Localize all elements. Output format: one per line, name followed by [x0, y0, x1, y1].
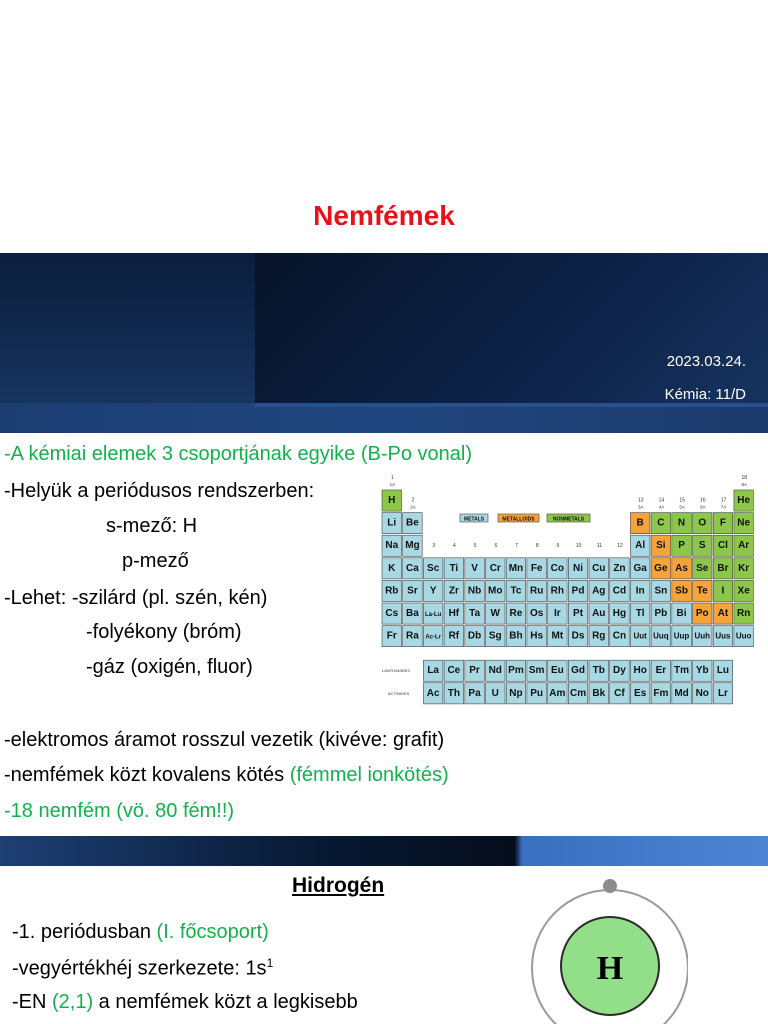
group-number: 14	[658, 497, 665, 504]
element-symbol: Sc	[427, 562, 440, 574]
banner-dark-block	[255, 253, 768, 403]
element-symbol: La-Lu	[424, 612, 442, 618]
element-symbol: Ar	[738, 540, 750, 552]
element-symbol: Bk	[592, 687, 606, 699]
group-number: 1	[390, 475, 394, 481]
element-symbol: No	[695, 687, 709, 699]
element-symbol: Pb	[654, 608, 668, 619]
element-symbol: Zr	[448, 585, 459, 597]
element-symbol: Fe	[530, 562, 543, 574]
legend-label: METALS	[463, 516, 485, 523]
group-number: 8	[535, 542, 539, 549]
group-label: 2A	[410, 504, 416, 510]
element-symbol: Np	[509, 687, 523, 699]
group-number: 17	[720, 497, 727, 504]
element-symbol: Be	[406, 517, 419, 529]
element-symbol: Se	[696, 562, 709, 574]
element-symbol: Rg	[592, 630, 606, 642]
en-value: (2,1)	[52, 991, 94, 1013]
class-label: Kémia: 11/D	[664, 386, 746, 403]
hydrogen-atom-diagram	[528, 876, 688, 1024]
group-number: 15	[679, 497, 685, 504]
element-symbol: As	[675, 562, 688, 574]
element-symbol: Dy	[613, 665, 626, 677]
group-number: 12	[617, 542, 623, 549]
element-symbol: K	[388, 562, 396, 574]
bonding-line	[4, 764, 449, 787]
date-label: 2023.03.24.	[666, 353, 746, 370]
element-symbol: Ce	[447, 665, 461, 677]
element-symbol: Tl	[635, 608, 645, 619]
group-number: 7	[515, 542, 518, 549]
state-solid-line: -Lehet: -szilárd (pl. szén, kén)	[4, 587, 268, 609]
element-symbol: Sb	[675, 585, 688, 597]
element-symbol: F	[719, 517, 727, 529]
element-symbol: Ba	[406, 608, 419, 619]
group-number: 11	[596, 542, 602, 549]
element-symbol: Co	[550, 562, 565, 574]
element-symbol: Uuq	[653, 631, 669, 641]
element-symbol: Al	[635, 540, 646, 552]
element-symbol: Ni	[573, 562, 584, 574]
element-symbol: Ac-Lr	[425, 634, 441, 641]
element-symbol: Po	[695, 608, 709, 619]
group-label: 4A	[658, 504, 665, 510]
element-symbol: Eu	[550, 665, 564, 677]
element-symbol: Tm	[674, 665, 690, 677]
bonding-text: -nemfémek közt kovalens kötés	[4, 764, 290, 786]
element-symbol: Ho	[633, 665, 647, 677]
legend-label: NONMETALS	[552, 516, 585, 523]
header-banner	[0, 253, 768, 433]
element-symbol: H	[388, 495, 396, 506]
group-label: 1A	[389, 482, 396, 487]
element-symbol: Hg	[612, 608, 627, 619]
element-symbol: Cu	[592, 562, 606, 574]
element-symbol: Ca	[406, 562, 419, 574]
group-label: 3A	[637, 504, 644, 510]
element-symbol: Yb	[695, 665, 709, 677]
element-symbol: V	[471, 562, 478, 574]
element-symbol: Ds	[571, 630, 585, 642]
element-symbol: Er	[655, 665, 667, 677]
element-symbol: Lu	[716, 665, 730, 677]
element-symbol: Th	[447, 687, 460, 699]
element-symbol: Pa	[468, 687, 481, 699]
element-symbol: Te	[696, 585, 708, 597]
element-symbol: Mn	[508, 562, 524, 574]
element-symbol: Br	[717, 562, 729, 574]
element-symbol: Cl	[717, 540, 728, 552]
element-symbol: Y	[429, 585, 437, 597]
element-symbol: Kr	[738, 562, 750, 574]
element-symbol: Mt	[551, 630, 564, 642]
element-symbol: Bi	[676, 608, 687, 619]
element-symbol: Os	[529, 608, 544, 619]
element-symbol: I	[721, 585, 725, 597]
element-symbol: O	[698, 517, 707, 529]
element-symbol: Mg	[405, 540, 420, 552]
lanthanides-label: LANTHANIDES	[382, 668, 411, 674]
state-liquid-line: -folyékony (bróm)	[86, 621, 242, 643]
element-symbol: Sr	[407, 585, 418, 597]
atom-symbol: H	[596, 950, 624, 987]
element-symbol: Xe	[737, 585, 750, 597]
element-symbol: Nd	[488, 665, 502, 677]
element-symbol: C	[657, 517, 665, 529]
element-symbol: Bh	[509, 630, 523, 642]
legend-label: METALLOIDS	[502, 516, 535, 523]
hydrogen-title: Hidrogén	[292, 874, 385, 897]
element-symbol: Ra	[406, 630, 419, 642]
group-number: 18	[741, 475, 748, 481]
element-symbol: Na	[385, 540, 399, 552]
element-symbol: Ag	[592, 585, 606, 597]
element-symbol: Am	[549, 687, 566, 699]
electron-dot	[603, 879, 617, 893]
element-symbol: Cm	[569, 687, 587, 699]
element-symbol: Sn	[654, 585, 668, 597]
element-symbol: Gd	[571, 665, 585, 677]
element-symbol: Ne	[737, 517, 751, 529]
element-symbol: Ac	[426, 687, 440, 699]
element-symbol: Ru	[529, 585, 544, 597]
location-line: -Helyük a periódusos rendszerben:	[4, 480, 315, 502]
group-number: 3	[432, 542, 436, 549]
intro-line: -A kémiai elemek 3 csoportjának egyike (B-Po vonal)	[4, 443, 472, 465]
en-after: a nemfémek közt a legkisebb	[93, 991, 358, 1013]
group-number: 4	[453, 542, 456, 549]
element-symbol: Au	[592, 608, 606, 619]
periodic-table	[380, 474, 756, 720]
element-symbol: Si	[656, 540, 666, 552]
element-symbol: Pt	[573, 608, 584, 619]
group-number: 16	[700, 497, 706, 504]
footer-band	[0, 836, 768, 866]
element-symbol: At	[717, 608, 729, 619]
element-symbol: U	[491, 687, 499, 699]
element-symbol: Uuo	[735, 631, 752, 641]
element-symbol: Ir	[554, 608, 561, 619]
element-symbol: Mo	[488, 585, 503, 597]
element-symbol: Uus	[715, 631, 731, 641]
group-label: 5A	[679, 504, 685, 510]
element-symbol: Sm	[528, 665, 545, 677]
group-number: 2	[411, 497, 415, 504]
element-symbol: S	[698, 540, 706, 552]
element-symbol: Uup	[673, 631, 690, 641]
element-symbol: Hf	[448, 608, 460, 619]
group-number: 9	[556, 542, 560, 549]
bonding-note: (fémmel ionkötés)	[289, 764, 449, 786]
element-symbol: Ge	[654, 562, 668, 574]
element-symbol: Pm	[508, 665, 524, 677]
p-block-line: p-mező	[122, 550, 189, 572]
element-symbol: Db	[467, 630, 482, 642]
element-symbol: B	[636, 517, 644, 529]
slide-title: Nemfémek	[313, 200, 455, 231]
element-symbol: Li	[387, 517, 397, 529]
period-text: -1. periódusban	[12, 921, 157, 943]
element-symbol: He	[737, 495, 751, 506]
element-symbol: Cs	[385, 608, 399, 619]
element-symbol: Ga	[633, 562, 647, 574]
element-symbol: Ti	[449, 562, 459, 574]
element-symbol: Pu	[530, 687, 544, 699]
period-group: (I. főcsoport)	[156, 921, 269, 943]
actinides-label: ACTINIDES	[388, 690, 410, 696]
element-symbol: Md	[674, 687, 689, 699]
element-symbol: Rb	[385, 585, 399, 597]
element-symbol: Uuh	[694, 631, 711, 641]
group-label: 6A	[700, 504, 706, 510]
element-symbol: Uut	[633, 631, 647, 641]
group-number: 5	[473, 542, 477, 549]
element-symbol: Lr	[717, 687, 728, 699]
element-symbol: Pd	[571, 585, 585, 597]
banner-stripe	[0, 403, 768, 433]
element-symbol: Pr	[469, 665, 480, 677]
element-symbol: W	[490, 608, 500, 619]
en-line	[12, 991, 358, 1014]
element-symbol: Cd	[612, 585, 627, 597]
element-symbol: Cn	[612, 630, 627, 642]
count-line: -18 nemfém (vö. 80 fém!!)	[4, 800, 235, 822]
valence-superscript: 1	[266, 956, 274, 970]
en-text: -EN	[12, 991, 52, 1013]
element-symbol: In	[635, 585, 645, 597]
element-symbol: Ta	[469, 608, 481, 619]
s-block-line: s-mező: H	[106, 515, 198, 537]
period-line	[12, 921, 269, 944]
element-symbol: Sg	[488, 630, 502, 642]
element-symbol: Hs	[530, 630, 544, 642]
element-symbol: Es	[634, 687, 647, 699]
element-symbol: Fm	[653, 687, 669, 699]
valence-line	[12, 956, 273, 981]
element-symbol: Nb	[467, 585, 482, 597]
element-symbol: Tc	[510, 585, 522, 597]
state-gas-line: -gáz (oxigén, fluor)	[86, 656, 253, 678]
element-symbol: Zn	[613, 562, 626, 574]
element-symbol: Rh	[550, 585, 565, 597]
group-number: 13	[637, 497, 644, 504]
element-symbol: Rf	[448, 630, 460, 642]
group-number: 10	[575, 542, 582, 549]
element-symbol: La	[427, 665, 439, 677]
conductivity-line: -elektromos áramot rosszul vezetik (kivéve: grafit)	[4, 729, 445, 751]
element-symbol: P	[678, 540, 685, 552]
element-symbol: Rn	[736, 608, 751, 619]
group-label: 7A	[720, 504, 727, 510]
element-symbol: Cr	[489, 562, 501, 574]
element-symbol: Fr	[386, 630, 397, 642]
element-symbol: Cf	[614, 687, 625, 699]
element-symbol: Re	[509, 608, 523, 619]
element-symbol: N	[677, 517, 686, 529]
group-label: 8A	[741, 482, 748, 487]
group-number: 6	[494, 542, 498, 549]
element-symbol: Tb	[592, 665, 605, 677]
valence-text: -vegyértékhéj szerkezete: 1s	[12, 957, 267, 980]
